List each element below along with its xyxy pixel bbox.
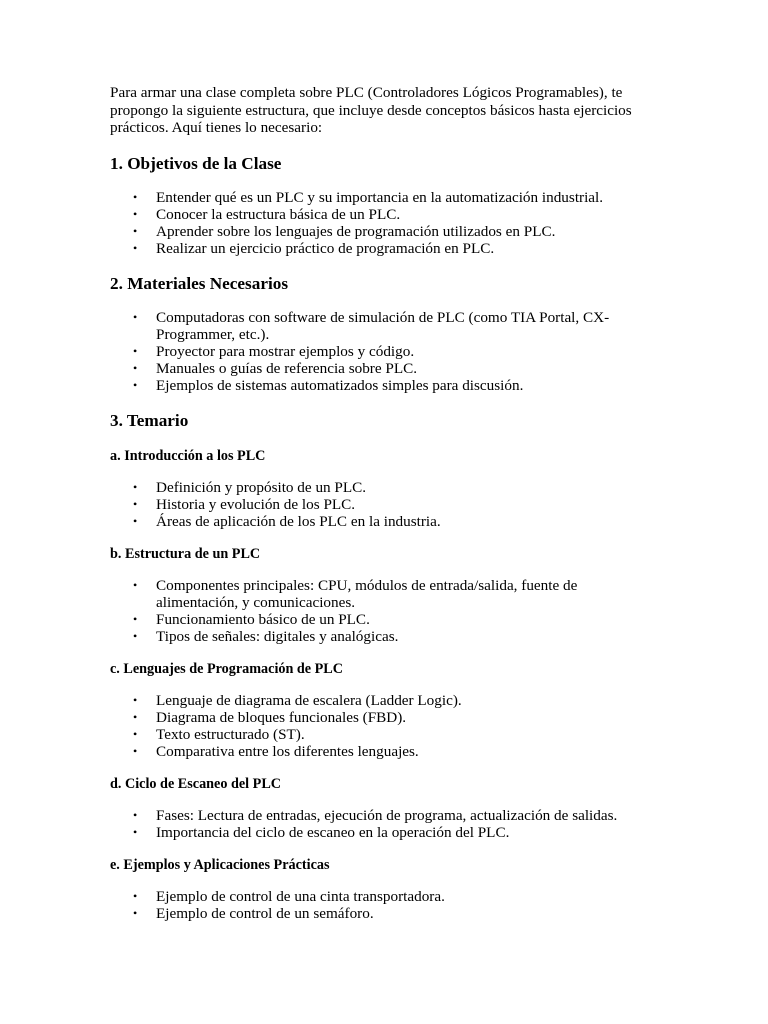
bullet-icon: • bbox=[133, 743, 138, 758]
bullet-icon: • bbox=[133, 377, 138, 392]
bullet-icon: • bbox=[133, 309, 138, 324]
subsection-title-lenguajes: c. Lenguajes de Programación de PLC bbox=[110, 660, 344, 677]
list-item bbox=[110, 309, 655, 343]
list-item-text: Ejemplos de sistemas automatizados simples para discusión. bbox=[156, 376, 524, 394]
list-item bbox=[110, 807, 655, 824]
list-item bbox=[110, 611, 655, 628]
bullet-icon: • bbox=[133, 223, 138, 238]
bullet-icon: • bbox=[133, 343, 138, 358]
list-item bbox=[110, 888, 655, 905]
list-item-text: Ejemplo de control de una cinta transportadora. bbox=[156, 887, 445, 905]
list-item bbox=[110, 905, 655, 922]
ejemplos-list bbox=[110, 888, 655, 922]
section-title-temario: 3. Temario bbox=[110, 410, 189, 430]
list-item bbox=[110, 577, 655, 611]
bullet-icon: • bbox=[133, 577, 138, 592]
list-item-text: Funcionamiento básico de un PLC. bbox=[156, 610, 370, 628]
list-item-text: Tipos de señales: digitales y analógicas. bbox=[156, 627, 399, 645]
subsection-title-estructura: b. Estructura de un PLC bbox=[110, 545, 261, 562]
list-item-text: Importancia del ciclo de escaneo en la operación del PLC. bbox=[156, 823, 510, 841]
objetivos-list bbox=[110, 189, 655, 257]
list-item bbox=[110, 223, 655, 240]
list-item-text: Proyector para mostrar ejemplos y código. bbox=[156, 342, 415, 360]
list-item-text: Aprender sobre los lenguajes de programación utilizados en PLC. bbox=[156, 222, 556, 240]
list-item-text: Fases: Lectura de entradas, ejecución de programa, actualización de salidas. bbox=[156, 806, 618, 824]
list-item bbox=[110, 206, 655, 223]
section-title-objetivos: 1. Objetivos de la Clase bbox=[110, 153, 282, 173]
list-item bbox=[110, 240, 655, 257]
list-item bbox=[110, 479, 655, 496]
bullet-icon: • bbox=[133, 824, 138, 839]
subsection-title-ejemplos: e. Ejemplos y Aplicaciones Prácticas bbox=[110, 856, 330, 873]
list-item-text: Manuales o guías de referencia sobre PLC. bbox=[156, 359, 418, 377]
intro-paragraph: Para armar una clase completa sobre PLC (Controladores Lógicos Programables), te propongo la siguiente estructura, que incluye desde conceptos básicos hasta ejercicios prácticos. Aquí tienes lo necesario: bbox=[110, 84, 632, 136]
list-item-text: Computadoras con software de simulación de PLC (como TIA Portal, CX-Programmer, etc.). bbox=[156, 308, 610, 343]
bullet-icon: • bbox=[133, 709, 138, 724]
list-item-text: Conocer la estructura básica de un PLC. bbox=[156, 205, 401, 223]
list-item bbox=[110, 360, 655, 377]
list-item-text: Áreas de aplicación de los PLC en la industria. bbox=[156, 512, 441, 530]
section-title-materiales: 2. Materiales Necesarios bbox=[110, 273, 289, 293]
list-item-text: Lenguaje de diagrama de escalera (Ladder Logic). bbox=[156, 691, 462, 709]
list-item bbox=[110, 709, 655, 726]
bullet-icon: • bbox=[133, 807, 138, 822]
bullet-icon: • bbox=[133, 189, 138, 204]
bullet-icon: • bbox=[133, 240, 138, 255]
bullet-icon: • bbox=[133, 206, 138, 221]
bullet-icon: • bbox=[133, 888, 138, 903]
lenguajes-list bbox=[110, 692, 655, 760]
list-item bbox=[110, 824, 655, 841]
list-item-text: Componentes principales: CPU, módulos de entrada/salida, fuente de alimentación, y comunicaciones. bbox=[156, 576, 578, 611]
introduccion-list bbox=[110, 479, 655, 530]
subsection-title-ciclo: d. Ciclo de Escaneo del PLC bbox=[110, 775, 282, 792]
list-item bbox=[110, 513, 655, 530]
subsection-title-introduccion: a. Introducción a los PLC bbox=[110, 447, 266, 464]
list-item-text: Comparativa entre los diferentes lenguajes. bbox=[156, 742, 419, 760]
list-item bbox=[110, 343, 655, 360]
list-item-text: Ejemplo de control de un semáforo. bbox=[156, 904, 374, 922]
list-item bbox=[110, 496, 655, 513]
list-item bbox=[110, 189, 655, 206]
list-item-text: Historia y evolución de los PLC. bbox=[156, 495, 356, 513]
list-item-text: Entender qué es un PLC y su importancia en la automatización industrial. bbox=[156, 188, 604, 206]
list-item-text: Texto estructurado (ST). bbox=[156, 725, 305, 743]
bullet-icon: • bbox=[133, 496, 138, 511]
document-page bbox=[110, 84, 655, 922]
bullet-icon: • bbox=[133, 611, 138, 626]
bullet-icon: • bbox=[133, 479, 138, 494]
list-item-text: Realizar un ejercicio práctico de programación en PLC. bbox=[156, 239, 495, 257]
estructura-list bbox=[110, 577, 655, 645]
list-item-text: Definición y propósito de un PLC. bbox=[156, 478, 367, 496]
list-item bbox=[110, 628, 655, 645]
list-item-text: Diagrama de bloques funcionales (FBD). bbox=[156, 708, 407, 726]
list-item bbox=[110, 743, 655, 760]
ciclo-list bbox=[110, 807, 655, 841]
bullet-icon: • bbox=[133, 692, 138, 707]
list-item bbox=[110, 377, 655, 394]
materiales-list bbox=[110, 309, 655, 394]
bullet-icon: • bbox=[133, 628, 138, 643]
bullet-icon: • bbox=[133, 513, 138, 528]
list-item bbox=[110, 692, 655, 709]
list-item bbox=[110, 726, 655, 743]
bullet-icon: • bbox=[133, 360, 138, 375]
bullet-icon: • bbox=[133, 905, 138, 920]
bullet-icon: • bbox=[133, 726, 138, 741]
